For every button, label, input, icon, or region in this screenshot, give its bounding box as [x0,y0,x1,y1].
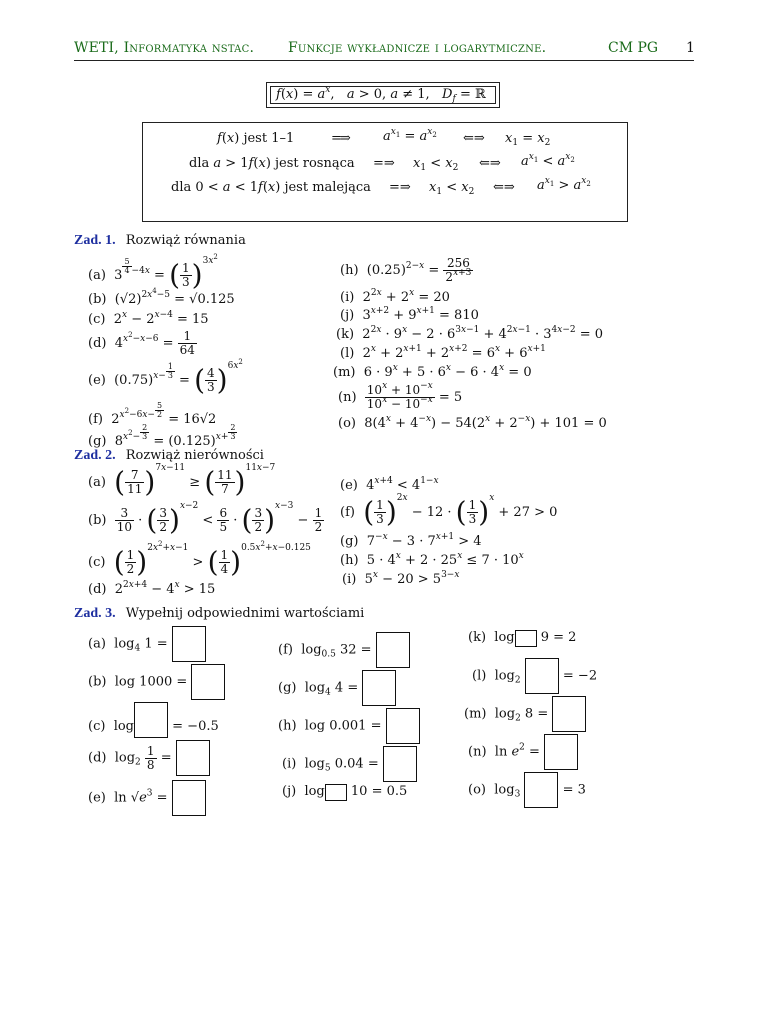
property-3-mid: $x_1 < x_2$ [429,180,475,197]
property-1-1: f(x) jest 1–1 [217,131,295,146]
header-page-number: 1 [686,40,695,56]
answer-box[interactable] [325,784,347,801]
answer-box[interactable] [176,740,210,776]
page-header [74,38,694,61]
answer-box[interactable] [376,632,410,668]
zad1-k: (k) $2^{2x} \cdot 9^x - 2 \cdot 6^{3x-1} + 4^{2x-1} \cdot 3^{4x-2} = 0$ [336,325,604,342]
zad2-f: (f) ( $\frac{1}{3}$ )$^{2x}$ − 12 · ( $\frac{1}{3}$ )$^x$ + 27 > 0 [340,493,558,529]
zad3-d: (d) $\log_2$ $\frac{1}{8}$ = [88,740,210,776]
zad3-o: (o) $\log_3 = 3$ [468,772,586,808]
zad1-g: (g) $8^{x^2- \frac{2}{3}}$ = $(0.125)^{x+ \frac{2}{3}}$ [88,423,236,449]
zad3-c: (c) log = −0.5 [88,702,219,738]
header-course: WETI, Informatyka nstac. [74,40,255,56]
property-increasing: dla a > 1f(x) jest rosnąca [189,156,355,171]
zad2-heading [74,448,264,464]
zad1-i: (i) $2^{2x} + 2^x = 20$ [340,288,450,305]
iff-icon: ⇐⇒ [479,156,501,171]
answer-box[interactable] [524,772,558,808]
answer-box[interactable] [515,630,537,647]
zad2-e: (e) $4^{x+4} < 4^{1-x}$ [340,476,439,493]
zad1-d: (d) $4^{x^2-x-6}$ = $\frac{1}{64}$ [88,329,195,357]
answer-box[interactable] [362,670,396,706]
zad3-title: Wypełnij odpowiednimi wartościami [125,606,365,621]
zad1-a: (a) 3 $^{\frac{5}{4} -4x}$ = ( $\frac{1}{3}$ )$^{3x^2}$ [88,253,218,292]
zad3-heading [74,606,364,622]
zad1-title: Rozwiąż równania [125,233,246,248]
zad2-i: (i) $5^x - 20 > 5^{3-x}$ [342,570,460,587]
properties-box [142,122,628,222]
answer-box[interactable] [383,746,417,782]
implies-icon: =⇒ [389,180,411,195]
zad1-c: (c) $2^x - 2^{x-4} = 15$ [88,310,209,327]
zad3-f: (f) $\log_{0.5} 32$ = [278,632,410,668]
zad1-o: (o) $8(4^x + 4^{-x}) - 54(2^x + 2^{-x}) + 101 = 0$ [338,414,607,431]
header-author: CM PG [608,40,659,56]
answer-box[interactable] [552,696,586,732]
zad3-i: (i) $\log_5 0.04$ = [282,746,417,782]
zad2-c: (c) ( $\frac{1}{2}$ )$^{2x^2+x-1}$ > ( $\frac{1}{4}$ )$^{0.5x^2+x-0.125}$ [88,540,311,579]
zad1-b: (b) $(√2)^{2x^4-5} = √0.125$ [88,287,235,307]
property-2-right: $a^{x_1} < a^{x_2}$ [521,152,575,169]
answer-box[interactable] [191,664,225,700]
zad3-a: (a) $\log_4 1$ = [88,626,206,662]
zad3-j: (j) log 10 = 0.5 [282,784,408,799]
property-2-mid: $x_1 < x_2$ [413,156,459,173]
implies-icon: =⇒ [373,156,395,171]
answer-box[interactable] [544,734,578,770]
zad2-label: Zad. 2. [74,448,116,463]
zad3-g: (g) $\log_4 4$ = [278,670,396,706]
zad3-e: (e) $\ln √e^3$ = [88,780,206,816]
answer-box[interactable] [525,658,559,694]
property-3-right: $a^{x_1} > a^{x_2}$ [537,176,591,193]
zad1-m: (m) $6 \cdot 9^x + 5 \cdot 6^x - 6 \cdot 4^x = 0$ [333,363,532,380]
zad1-f: (f) $2^{x^2-6x- \frac{5}{2}}$ = 16√2 [88,401,217,427]
answer-box[interactable] [386,708,420,744]
zad1-h: (h) $(0.25)^{2-x}$ = $\frac{256}{2^{x+3}}$ [340,256,472,284]
zad1-l: (l) $2^x + 2^{x+1} + 2^{x+2} = 6^x + 6^{x+1}$ [340,344,546,361]
header-topic: Funkcje wykładnicze i logarytmiczne. [288,40,547,56]
zad3-l: (l) $\log_2 = -2$ [472,658,597,694]
property-decreasing: dla 0 < a < 1f(x) jest malejąca [171,180,371,195]
property-1-mid: $a^{x_1} = a^{x_2}$ [383,127,437,144]
answer-box[interactable] [172,626,206,662]
zad1-heading [74,233,246,249]
zad3-h: (h) log 0.001 = [278,708,420,744]
zad1-j: (j) $3^{x+2} + 9^{x+1} = 810$ [340,306,479,323]
zad2-b: (b) $\frac{3}{10}$ · ( $\frac{3}{2}$ )$^{x-2}$ < $\frac{6}{5}$ · ( $\frac{3}{2}$ )$^{x-3}$ − $\frac{1}{2}$ [88,501,323,537]
zad3-label: Zad. 3. [74,606,116,621]
zad2-h: (h) $5 \cdot 4^x + 2 \cdot 25^x \le 7 \cdot 10^x$ [340,551,524,568]
zad2-g: (g) $7^{-x} - 3 \cdot 7^{x+1} > 4$ [340,532,482,549]
zad3-b: (b) log 1000 = [88,664,225,700]
iff-icon: ⇐⇒ [463,131,485,146]
definition-formula: $f(x) = a^x$, a > 0, a ≠ 1, $D_f$ = ℝ [276,85,486,104]
zad1-n: (n) $\frac{10^x + 10^{-x}}{10^x - 10^{-x}}$ = 5 [338,381,463,411]
zad3-m: (m) $\log_2 8$ = [464,696,586,732]
zad1-label: Zad. 1. [74,233,116,248]
answer-box[interactable] [134,702,168,738]
iff-icon: ⇐⇒ [493,180,515,195]
zad1-e: (e) $(0.75)^{x- \frac{1}{3}}$ = ( $\frac{4}{3}$ )$^{6x^2}$ [88,358,243,397]
answer-box[interactable] [172,780,206,816]
zad2-d: (d) $2^{2x+4} - 4^x > 15$ [88,580,216,597]
property-1-right: $x_1 = x_2$ [505,131,551,148]
zad3-k: (k) log 9 = 2 [468,630,577,645]
implies-icon: =⇒ [331,131,349,146]
definition-box [266,82,500,108]
zad3-n: (n) $\ln e^2$ = [468,734,578,770]
zad2-title: Rozwiąż nierówności [125,448,264,463]
zad2-a: (a) ( $\frac{7}{11}$ )$^{7x-11}$ ≥ ( $\frac{11}{7}$ )$^{11x-7}$ [88,463,276,499]
